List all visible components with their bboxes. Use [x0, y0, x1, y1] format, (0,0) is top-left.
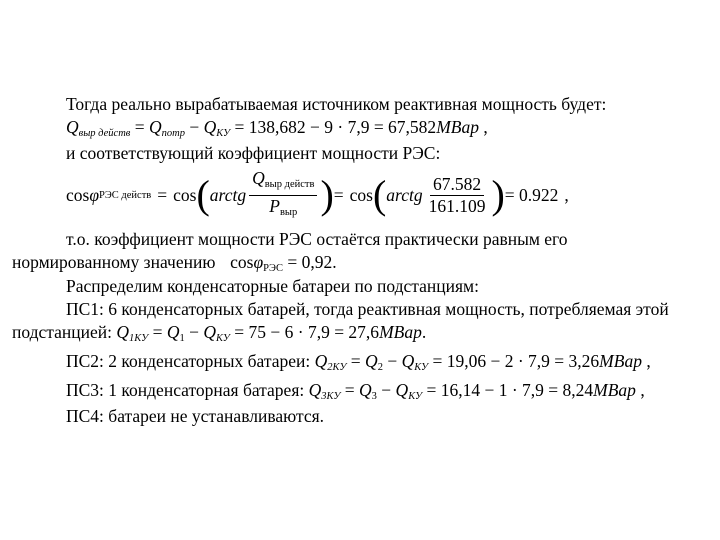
- left-paren-icon: (: [372, 172, 387, 217]
- symbol-q: Q: [365, 351, 378, 371]
- arctg-function: arctg: [209, 184, 247, 205]
- symbol-q: Q: [116, 322, 130, 342]
- subscript: КУ: [215, 333, 230, 344]
- minus-sign: −: [189, 117, 200, 137]
- text-line-ps3: [66, 380, 645, 407]
- text-line-ps1: ПС1: 6 конденсаторных батарей, тогда реактивная мощность, потребляемая этой: [66, 299, 669, 319]
- right-paren-icon: ): [320, 172, 334, 217]
- cos-function: cos: [230, 252, 254, 272]
- text-line-coef-intro: и соответствующий коэффициент мощности РЭС:: [66, 143, 441, 163]
- formula-q-actual: [66, 117, 488, 144]
- punctuation: .: [421, 322, 427, 342]
- symbol-q: Q: [314, 351, 328, 371]
- minus-sign: −: [189, 322, 199, 342]
- denominator-value: 161.109: [428, 195, 486, 216]
- text-line-distribute: Распределим конденсаторные батареи по подстанциям:: [66, 276, 479, 296]
- text-substation: подстанцией:: [12, 322, 113, 342]
- formula-q3: [309, 380, 645, 400]
- fraction-numeric: [426, 175, 489, 216]
- equals-sign: =: [333, 184, 344, 205]
- subscript: КУ: [414, 362, 429, 373]
- symbol-phi: φ: [89, 184, 100, 205]
- equals-sign: =: [152, 322, 163, 342]
- symbol-phi: φ: [253, 252, 264, 272]
- cos-function: cos: [349, 184, 373, 205]
- subscript: выр действ: [264, 178, 315, 190]
- text-line-intro: Тогда реально вырабатываемая источником реактивная мощность будет:: [66, 94, 607, 114]
- symbol-q: Q: [359, 380, 372, 400]
- formula-values: = 16,14 − 1 · 7,9 = 8,24: [426, 380, 594, 400]
- formula-result: = 0.922: [504, 184, 559, 205]
- cos-function: cos: [66, 184, 90, 205]
- punctuation: ,: [483, 117, 488, 137]
- formula-q1: [116, 322, 426, 342]
- left-paren-icon: (: [196, 172, 210, 217]
- subscript: 2: [377, 362, 383, 373]
- symbol-q: Q: [148, 117, 162, 137]
- subscript: выр действ: [78, 128, 131, 139]
- symbol-q: Q: [252, 167, 265, 188]
- subscript: 3КУ: [321, 391, 341, 402]
- arctg-function: arctg: [386, 184, 423, 205]
- formula-cos-phi: [66, 167, 569, 223]
- text-line-ps1-formula: [12, 322, 426, 349]
- subscript: РЭС: [263, 263, 283, 274]
- text-ps3: ПС3: 1 конденсаторная батарея:: [66, 380, 305, 400]
- symbol-q: Q: [401, 351, 415, 371]
- equals-sign: =: [344, 380, 355, 400]
- cos-function: cos: [173, 184, 197, 205]
- text-normative: нормированному значению: [12, 252, 216, 272]
- symbol-q: Q: [66, 117, 79, 137]
- numerator-value: 67.582: [430, 175, 484, 196]
- minus-sign: −: [381, 380, 392, 400]
- fraction-symbolic: [249, 169, 317, 222]
- symbol-p: P: [269, 195, 280, 216]
- subscript: 1: [179, 333, 185, 344]
- unit: МВар: [379, 322, 422, 342]
- subscript: 1КУ: [129, 333, 149, 344]
- subscript: КУ: [216, 128, 231, 139]
- formula-values: = 0,92: [287, 252, 333, 272]
- symbol-q: Q: [203, 117, 217, 137]
- equals-sign: =: [134, 117, 145, 137]
- text-line-ps4: ПС4: батареи не устанавливаются.: [66, 406, 325, 426]
- subscript: потр: [161, 128, 185, 139]
- subscript: 3: [371, 391, 377, 402]
- unit: МВар: [593, 380, 636, 400]
- punctuation: ,: [564, 184, 569, 205]
- formula-values: = 138,682 − 9 · 7,9 = 67,582: [234, 117, 437, 137]
- punctuation: ,: [646, 351, 651, 371]
- symbol-q: Q: [395, 380, 409, 400]
- symbol-q: Q: [308, 380, 322, 400]
- minus-sign: −: [387, 351, 398, 371]
- subscript: РЭС действ: [99, 189, 152, 201]
- unit: МВар: [599, 351, 642, 371]
- right-paren-icon: ): [491, 172, 505, 217]
- symbol-q: Q: [166, 322, 180, 342]
- text-line-normative: [12, 252, 337, 279]
- subscript: 2КУ: [327, 362, 347, 373]
- equals-sign: =: [157, 184, 168, 205]
- punctuation: ,: [640, 380, 645, 400]
- symbol-q: Q: [203, 322, 216, 342]
- formula-values: = 75 − 6 · 7,9 = 27,6: [234, 322, 380, 342]
- subscript: КУ: [408, 391, 423, 402]
- text-line-ps2: [66, 351, 651, 378]
- punctuation: .: [332, 252, 337, 272]
- text-ps2: ПС2: 2 конденсаторных батареи:: [66, 351, 311, 371]
- unit: МВар: [436, 117, 479, 137]
- formula-values: = 19,06 − 2 · 7,9 = 3,26: [432, 351, 600, 371]
- formula-q2: [315, 351, 651, 371]
- text-line-conclusion: т.о. коэффициент мощности РЭС остаётся практически равным его: [66, 229, 568, 249]
- subscript: выр: [279, 206, 298, 218]
- equals-sign: =: [350, 351, 361, 371]
